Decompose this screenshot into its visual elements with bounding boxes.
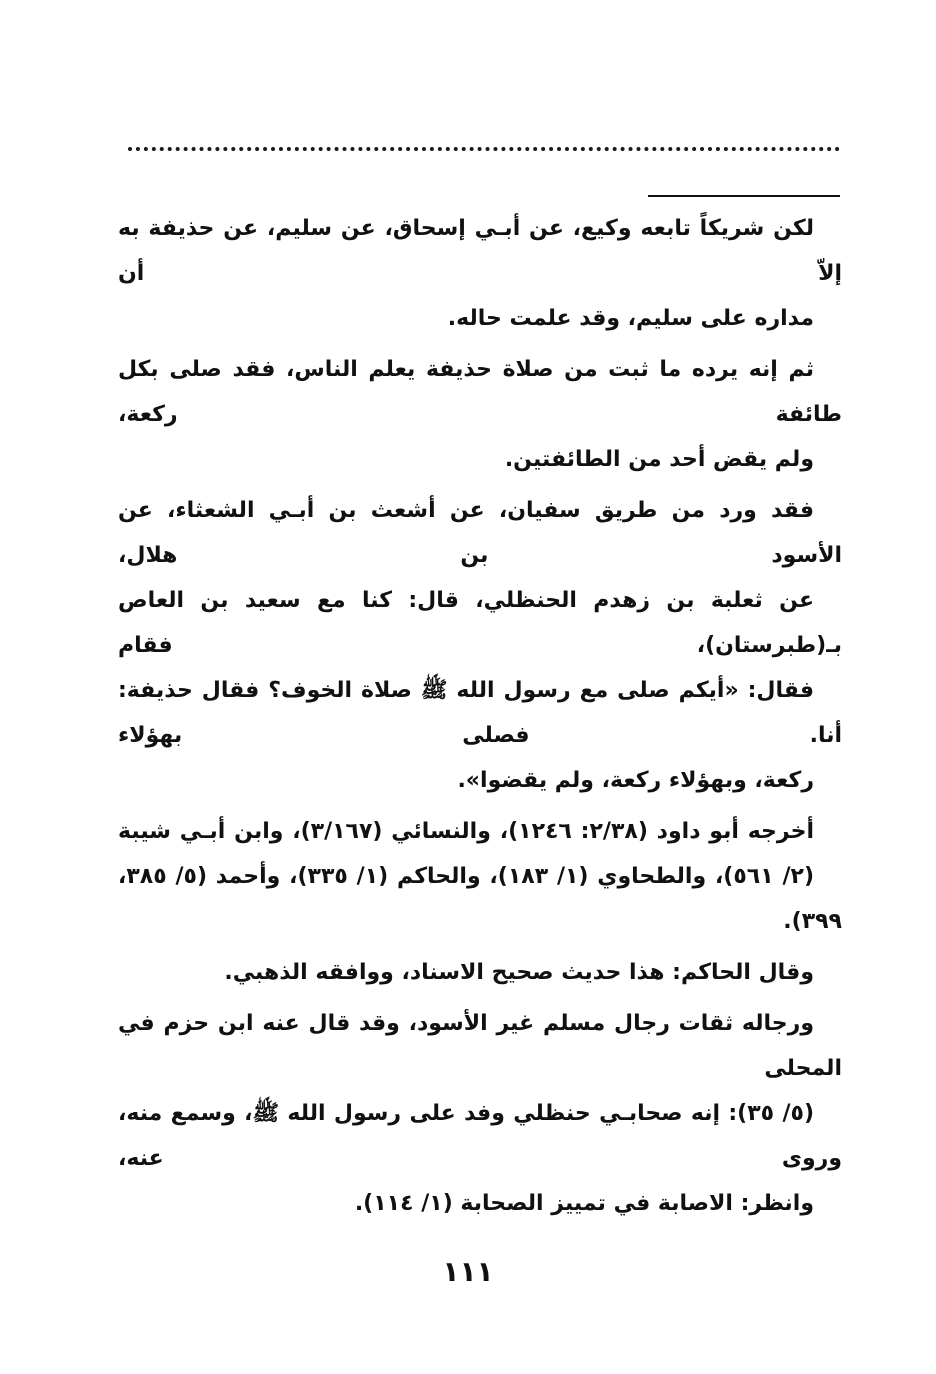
footnote-rule <box>648 195 840 197</box>
text-line: ركعة، وبهؤلاء ركعة، ولم يقضوا». <box>457 768 814 793</box>
text-line: ورجاله ثقات رجال مسلم غير الأسود، وقد قال عنه ابن حزم في المحلى <box>118 1011 842 1081</box>
text-line: عن ثعلبة بن زهدم الحنظلي، قال: كنا مع سعيد بن العاص بـ(طبرستان)، فقام <box>118 588 842 658</box>
paragraph-4 <box>118 809 842 944</box>
page-number: ١١١ <box>442 1255 494 1288</box>
dotted-separator <box>128 135 840 151</box>
paragraph-5 <box>118 950 842 995</box>
text-line: ثم إنه يرده ما ثبت من صلاة حذيفة يعلم الناس، فقد صلى بكل طائفة ركعة، <box>118 357 842 427</box>
paragraph-6 <box>118 1001 842 1226</box>
paragraph-2 <box>118 347 842 482</box>
text-line: ولم يقض أحد من الطائفتين. <box>504 447 814 472</box>
paragraph-1 <box>118 206 842 341</box>
text-line: (٥/ ٣٥): إنه صحابـي حنظلي وفد على رسول الله ﷺ، وسمع منه، وروى عنه، <box>118 1101 842 1171</box>
text-line: وقال الحاكم: هذا حديث صحيح الاسناد، ووافقه الذهبي. <box>224 960 814 985</box>
text-line: (٢/ ٥٦١)، والطحاوي (١/ ١٨٣)، والحاكم (١/ ٣٣٥)، وأحمد (٥/ ٣٨٥، ٣٩٩). <box>118 864 842 934</box>
text-line: فقد ورد من طريق سفيان، عن أشعث بن أبـي الشعثاء، عن الأسود بن هلال، <box>118 498 842 568</box>
text-line: أخرجه أبو داود (٢/٣٨: ١٢٤٦)، والنسائي (٣/١٦٧)، وابن أبـي شيبة <box>118 819 814 844</box>
text-line: مداره على سليم، وقد علمت حاله. <box>447 306 814 331</box>
paragraph-3 <box>118 488 842 803</box>
text-line: لكن شريكاً تابعه وكيع، عن أبـي إسحاق، عن سليم، عن حذيفة به إلاّ أن <box>118 216 842 286</box>
page-body <box>118 206 842 1232</box>
text-line: وانظر: الاصابة في تمييز الصحابة (١/ ١١٤). <box>354 1191 814 1216</box>
text-line: فقال: «أيكم صلى مع رسول الله ﷺ صلاة الخوف؟ فقال حذيفة: أنا. فصلى بهؤلاء <box>118 678 842 748</box>
